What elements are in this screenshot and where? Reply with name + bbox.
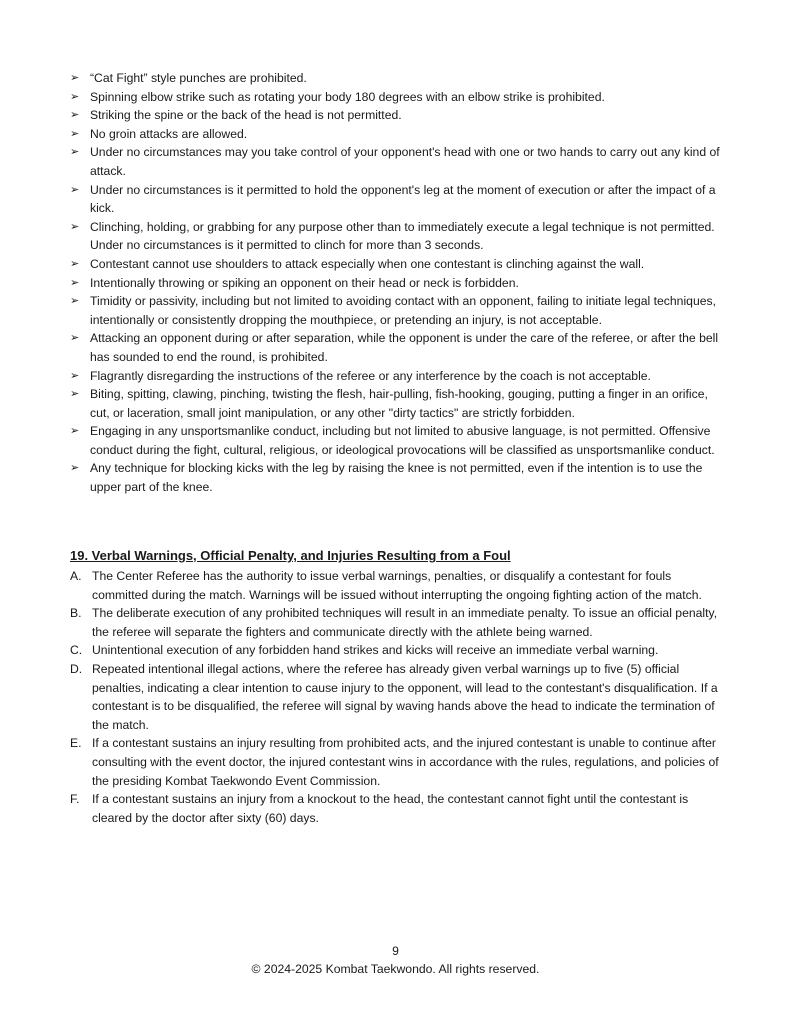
item-letter: E.: [70, 736, 82, 751]
item-text: If a contestant sustains an injury from a knockout to the head, the contestant cannot fight until the contestant is cleared by the doctor after sixty (60) days.: [92, 792, 689, 825]
list-item: [70, 292, 730, 329]
arrowhead-bullet-icon: ➢: [70, 276, 80, 289]
list-item: [70, 604, 730, 641]
bullet-text: “Cat Fight” style punches are prohibited.: [90, 71, 307, 85]
bullet-text: Contestant cannot use shoulders to attack especially when one contestant is clinching against the wall.: [90, 256, 645, 271]
list-item: [70, 69, 730, 88]
section-heading: 19. Verbal Warnings, Official Penalty, and Injuries Resulting from a Foul: [70, 548, 511, 563]
list-item: [70, 125, 730, 144]
list-item: [70, 641, 730, 660]
item-text: If a contestant sustains an injury resulting from prohibited acts, and the injured contestant is unable to continue after consulting with the event doctor, the injured contestant wins in accordance with the rules, regulations, and policies of the presiding Kombat Taekwondo Event Commission.: [92, 736, 719, 788]
arrowhead-bullet-icon: ➢: [70, 257, 80, 270]
arrowhead-bullet-icon: ➢: [70, 146, 80, 159]
list-item: [70, 660, 730, 734]
item-letter: F.: [70, 792, 80, 807]
list-item: [70, 734, 730, 790]
list-item: [70, 329, 730, 366]
arrowhead-bullet-icon: ➢: [70, 72, 80, 84]
bullet-text: No groin attacks are allowed.: [90, 126, 248, 141]
arrowhead-bullet-icon: ➢: [70, 462, 80, 475]
page-number: 9: [392, 944, 399, 958]
bullet-text: Flagrantly disregarding the instructions of the referee or any interference by the coach is not acceptable.: [90, 368, 651, 383]
list-item: [70, 218, 730, 255]
foul-bullet-list: [70, 69, 730, 497]
arrowhead-bullet-icon: ➢: [70, 388, 80, 401]
arrowhead-bullet-icon: ➢: [70, 109, 80, 122]
item-text: The Center Referee has the authority to issue verbal warnings, penalties, or disqualify a contestant for fouls committed during the match. Warnings will be issued without interrupting the ongoing fighting action of the match.: [92, 569, 702, 602]
bullet-text: Any technique for blocking kicks with the leg by raising the knee is not permitted, even if the intention is to use the upper part of the knee.: [90, 461, 703, 495]
bullet-text: Biting, spitting, clawing, pinching, twisting the flesh, hair-pulling, fish-hooking, gouging, putting a finger in an orifice, cut, or laceration, small joint manipulation, or any other "dirty tactics" are strictly forbidden.: [90, 387, 708, 420]
arrowhead-bullet-icon: ➢: [70, 90, 80, 103]
item-text: The deliberate execution of any prohibited techniques will result in an immediate penalty. To issue an official penalty, the referee will separate the fighters and communicate directly with the athlete being warned.: [92, 606, 718, 639]
item-text: Unintentional execution of any forbidden hand strikes and kicks will receive an immediate verbal warning.: [92, 643, 659, 658]
list-item: [70, 181, 730, 218]
bullet-text: Engaging in any unsportsmanlike conduct, including but not limited to abusive language, is not permitted. Offensive conduct during the fight, cultural, religious, or ideological provocations will be classified as unsportsmanlike conduct.: [90, 424, 715, 457]
list-item: [70, 143, 730, 180]
list-item: [70, 367, 730, 386]
item-letter: D.: [70, 661, 83, 676]
bullet-text: Spinning elbow strike such as rotating your body 180 degrees with an elbow strike is prohibited.: [90, 89, 605, 104]
list-item: [70, 255, 730, 274]
list-item: [70, 385, 730, 422]
arrowhead-bullet-icon: ➢: [70, 332, 80, 345]
bullet-text: Attacking an opponent during or after separation, while the opponent is under the care of the referee, or after the bell has sounded to end the round, is prohibited.: [90, 331, 719, 364]
bullet-text: Under no circumstances is it permitted to hold the opponent's leg at the moment of execution or after the impact of a kick.: [90, 182, 716, 216]
list-item: [70, 274, 730, 293]
section-19: [70, 547, 730, 827]
item-letter: B.: [70, 606, 82, 621]
item-letter: C.: [70, 643, 83, 658]
list-item: [70, 567, 730, 604]
arrowhead-bullet-icon: ➢: [70, 295, 80, 308]
bullet-text: Intentionally throwing or spiking an opponent on their head or neck is forbidden.: [90, 275, 519, 290]
list-item: [70, 106, 730, 125]
copyright-notice: © 2024-2025 Kombat Taekwondo. All rights reserved.: [251, 962, 540, 976]
arrowhead-bullet-icon: ➢: [70, 220, 80, 233]
arrowhead-bullet-icon: ➢: [70, 369, 80, 382]
bullet-text: Under no circumstances may you take control of your opponent's head with one or two hands to carry out any kind of attack.: [90, 145, 720, 178]
bullet-text: Clinching, holding, or grabbing for any purpose other than to immediately execute a legal technique is not permitted. Under no circumstances is it permitted to clinch for more than 3 seconds.: [90, 219, 715, 253]
list-item: [70, 422, 730, 459]
list-item: [70, 790, 730, 827]
bullet-text: Striking the spine or the back of the head is not permitted.: [90, 108, 402, 123]
list-item: [70, 88, 730, 107]
arrowhead-bullet-icon: ➢: [70, 127, 80, 140]
item-text: Repeated intentional illegal actions, where the referee has already given verbal warnings up to five (5) official penalties, indicating a clear intention to cause injury to the opponent, will lead to the contestant's disqualification. If a contestant is to be disqualified, the referee will signal by waving hands above the head to indicate the termination of the match.: [92, 661, 718, 732]
bullet-text: Timidity or passivity, including but not limited to avoiding contact with an opponent, failing to initiate legal techniques, intentionally or consistently dropping the mouthpiece, or pretending an injury, is not acceptable.: [90, 294, 716, 327]
arrowhead-bullet-icon: ➢: [70, 425, 80, 438]
list-item: [70, 459, 730, 496]
item-letter: A.: [70, 569, 82, 583]
arrowhead-bullet-icon: ➢: [70, 183, 80, 196]
